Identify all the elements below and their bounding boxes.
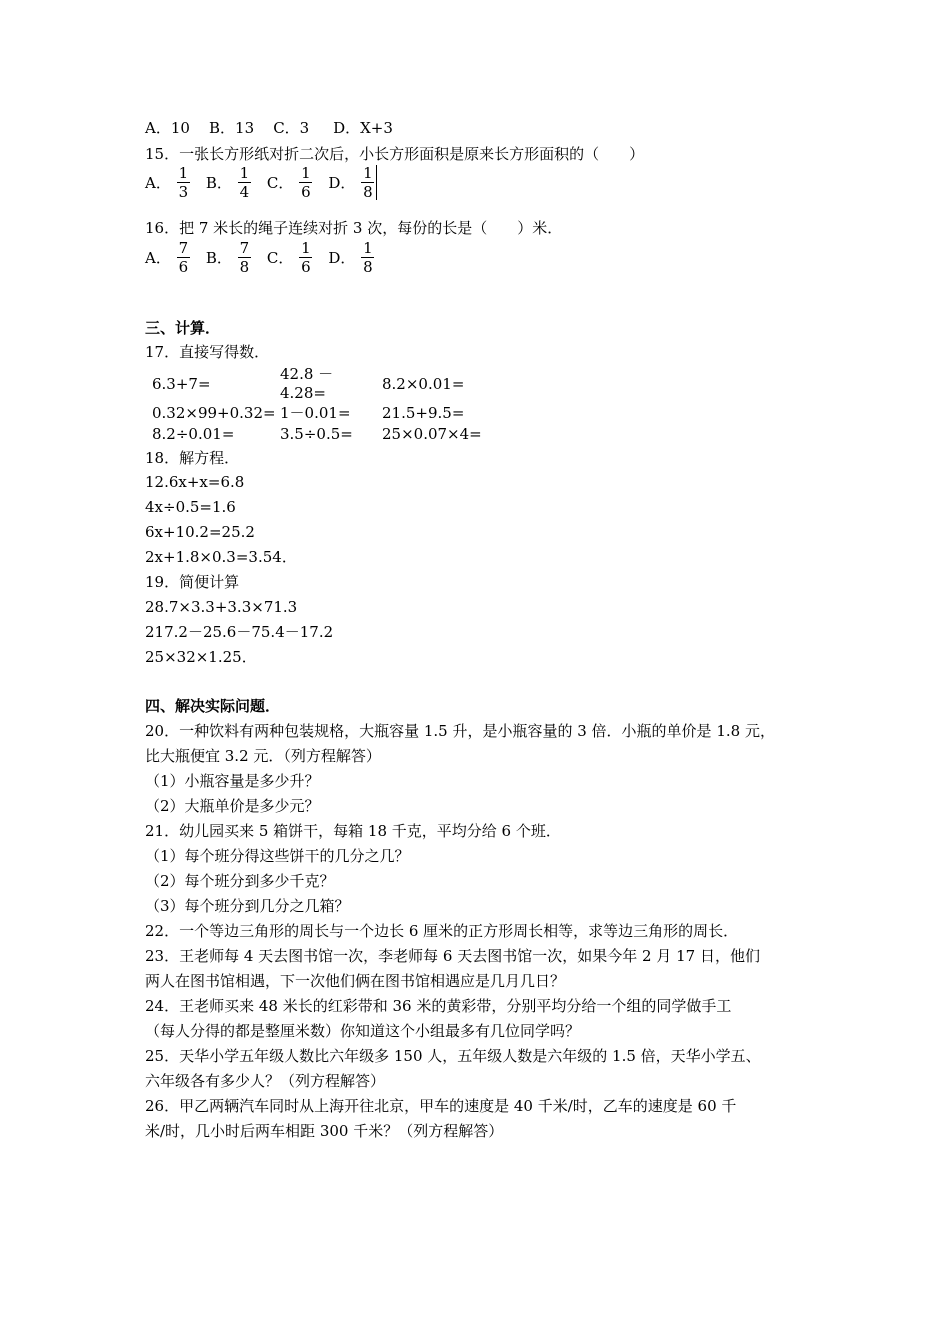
q16-option-a — [145, 240, 190, 275]
equation-item: 6x+10.2=25.2 — [145, 523, 255, 541]
problem-line: 六年级各有多少人？（列方程解答） — [145, 1072, 386, 1090]
calc-cell: 4.28= — [280, 384, 326, 402]
q19-text: 19．简便计算 — [145, 573, 240, 591]
denominator: 8 — [239, 258, 250, 276]
q14-option-b: B．13 — [209, 119, 255, 137]
problem-line: 20．一种饮料有两种包装规格，大瓶容量 1.5 升，是小瓶容量的 3 倍．小瓶的单价是 1.8 元， — [145, 722, 775, 740]
calc-cell: 21.5+9.5= — [382, 404, 465, 422]
problem-line: （2）每个班分到多少千克？ — [145, 872, 335, 890]
problem-line: （3）每个班分到几分之几箱？ — [145, 897, 350, 915]
simplify-item: 217.2－25.6－75.4－17.2 — [145, 623, 334, 641]
problem-line: 24．王老师买来 48 米长的红彩带和 36 米的黄彩带，分别平均分给一个组的同学做手工 — [145, 997, 732, 1015]
calc-cell: 8.2÷0.01= — [152, 425, 235, 443]
q15-option-c — [267, 165, 312, 200]
numerator: 1 — [239, 164, 250, 182]
q15-option-a — [145, 165, 190, 200]
problem-line: （每人分得的都是整厘米数）你知道这个小组最多有几位同学吗？ — [145, 1022, 581, 1040]
q17-text: 17．直接写得数． — [145, 343, 270, 361]
q15-text: 15．一张长方形纸对折二次后，小长方形面积是原来长方形面积的（ ） — [145, 145, 645, 163]
q16-option-b — [206, 240, 251, 275]
simplify-item: 25×32×1.25． — [145, 648, 257, 666]
denominator: 8 — [363, 183, 373, 201]
q14-option-c: C．3 — [273, 119, 310, 137]
fraction — [177, 165, 190, 200]
problem-line: 21．幼儿园买来 5 箱饼干，每箱 18 千克，平均分给 6 个班． — [145, 822, 561, 840]
calc-cell: 1－0.01= — [280, 404, 351, 422]
denominator: 6 — [301, 258, 311, 276]
option-label: A． — [145, 249, 171, 267]
option-label: B． — [205, 249, 232, 267]
problem-line: 米/时，几小时后两车相距 300 千米？（列方程解答） — [145, 1122, 504, 1140]
denominator: 8 — [363, 258, 373, 276]
fraction — [299, 165, 312, 200]
calc-cell: 42.8 － — [280, 365, 334, 383]
numerator: 1 — [301, 164, 311, 182]
calc-cell: 6.3+7= — [152, 375, 211, 393]
q14-options — [145, 118, 393, 138]
option-label: D． — [328, 174, 356, 192]
calc-cell: 0.32×99+0.32= — [152, 404, 276, 422]
calc-cell: 3.5÷0.5= — [280, 425, 353, 443]
q14-option-d: D．X+3 — [333, 119, 393, 137]
problem-line: 23．王老师每 4 天去图书馆一次，李老师每 6 天去图书馆一次，如果今年 2 月 17 日，他们 — [145, 947, 760, 965]
q15-option-d — [328, 165, 377, 200]
problem-line: （1）每个班分得这些饼干的几分之几？ — [145, 847, 410, 865]
denominator: 3 — [178, 183, 189, 201]
q18-text: 18．解方程． — [145, 449, 240, 467]
simplify-item: 28.7×3.3+3.3×71.3 — [145, 598, 298, 616]
option-label: D． — [328, 249, 356, 267]
problem-line: （1）小瓶容量是多少升？ — [145, 772, 320, 790]
option-label: A． — [145, 174, 171, 192]
q16-option-d — [328, 240, 374, 275]
numerator: 1 — [178, 164, 189, 182]
denominator: 6 — [301, 183, 311, 201]
option-label: C． — [266, 174, 294, 192]
q16-option-c — [267, 240, 312, 275]
fraction — [238, 165, 251, 200]
option-label: C． — [266, 249, 294, 267]
numerator: 1 — [301, 239, 311, 257]
q15-options — [145, 165, 393, 200]
problem-line: 22．一个等边三角形的周长与一个边长 6 厘米的正方形周长相等，求等边三角形的周长． — [145, 922, 739, 940]
denominator: 4 — [239, 183, 250, 201]
equation-item: 12.6x+x=6.8 — [145, 473, 245, 491]
equation-item: 4x÷0.5=1.6 — [145, 498, 236, 516]
calc-cell: 25×0.07×4= — [382, 425, 482, 443]
denominator: 6 — [178, 258, 189, 276]
problem-line: 两人在图书馆相遇，下一次他们俩在图书馆相遇应是几月几日？ — [145, 972, 566, 990]
fraction — [361, 165, 377, 200]
q16-text: 16．把 7 米长的绳子连续对折 3 次，每份的长是（ ）米． — [145, 219, 563, 237]
numerator: 1 — [363, 164, 373, 182]
fraction — [177, 240, 190, 275]
problem-line: （2）大瓶单价是多少元？ — [145, 797, 320, 815]
q15-option-b — [206, 165, 251, 200]
numerator: 7 — [178, 239, 189, 257]
numerator: 1 — [363, 239, 373, 257]
fraction — [361, 240, 374, 275]
fraction — [238, 240, 251, 275]
problem-line: 26．甲乙两辆汽车同时从上海开往北京，甲车的速度是 40 千米/时，乙车的速度是 60 千 — [145, 1097, 737, 1115]
q16-options — [145, 240, 390, 275]
option-label: B． — [205, 174, 232, 192]
problem-line: 比大瓶便宜 3.2 元．（列方程解答） — [145, 747, 381, 765]
numerator: 7 — [239, 239, 250, 257]
problem-line: 25．天华小学五年级人数比六年级多 150 人，五年级人数是六年级的 1.5 倍，天华小学五、 — [145, 1047, 761, 1065]
section-4-title: 四、解决实际问题． — [145, 697, 281, 715]
fraction — [299, 240, 312, 275]
calc-cell: 8.2×0.01= — [382, 375, 465, 393]
equation-item: 2x+1.8×0.3=3.54． — [145, 548, 297, 566]
q14-option-a: A．10 — [145, 119, 190, 137]
section-3-title: 三、计算． — [145, 319, 221, 337]
